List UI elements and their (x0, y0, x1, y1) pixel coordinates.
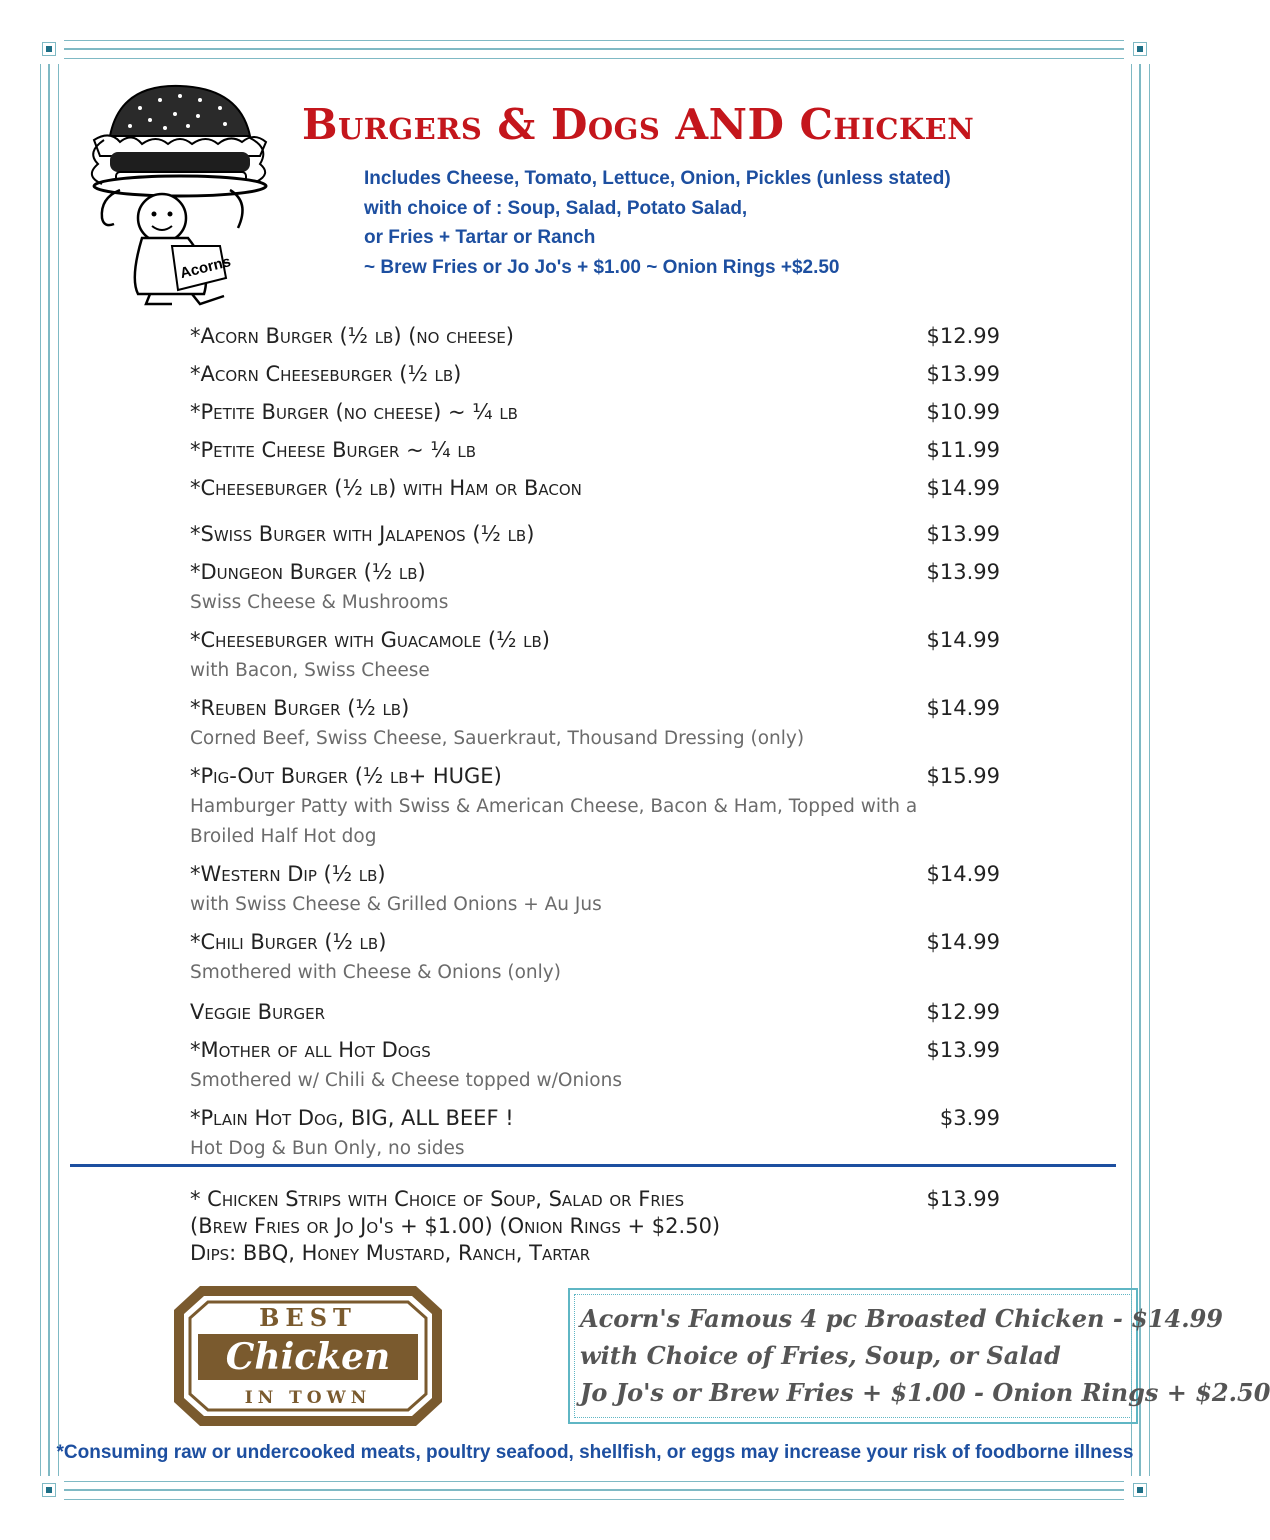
page-title: Burgers & Dogs AND Chicken (302, 100, 975, 149)
item-name: *Petite Cheese Burger ~ ¼ lb (190, 438, 477, 462)
item-description: Swiss Cheese & Mushrooms (190, 592, 449, 613)
broasted-line: with Choice of Fries, Soup, or Salad (580, 1341, 1061, 1370)
item-name: *Acorn Cheeseburger (½ lb) (190, 362, 462, 386)
menu-item (190, 626, 1000, 686)
item-name: *Western Dip (½ lb) (190, 862, 386, 886)
item-name: *Petite Burger (no cheese) ~ ¼ lb (190, 400, 518, 424)
item-price: $10.99 (926, 400, 1000, 424)
item-name: *Pig-Out Burger (½ lb+ HUGE) (190, 764, 502, 788)
item-price: $15.99 (926, 764, 1000, 788)
item-name: Veggie Burger (190, 1000, 325, 1024)
logo-text: Acorns (178, 253, 233, 283)
item-price: $13.99 (926, 522, 1000, 546)
broasted-line: Acorn's Famous 4 pc Broasted Chicken - $14.99 (580, 1304, 1223, 1333)
item-name: *Reuben Burger (½ lb) (190, 696, 410, 720)
item-price: $13.99 (926, 362, 1000, 386)
broasted-text (580, 1300, 1270, 1411)
includes-line: or Fries + Tartar or Ranch (364, 227, 596, 248)
menu-item (190, 558, 1000, 618)
menu-item (190, 1036, 1000, 1096)
health-warning: *Consuming raw or undercooked meats, poultry seafood, shellfish, or eggs may increase your risk of foodborne illness (56, 1442, 1134, 1463)
acorns-logo (80, 78, 270, 306)
badge-middle-text: Chicken (225, 1336, 391, 1378)
best-chicken-badge (170, 1282, 446, 1430)
badge-bottom-text: IN TOWN (244, 1388, 372, 1408)
item-price: $11.99 (926, 438, 1000, 462)
menu-item (190, 398, 1000, 426)
chicken-strips-line: * Chicken Strips with Choice of Soup, Salad or Fries (190, 1187, 685, 1211)
menu-item (190, 694, 1000, 754)
badge-top-text: BEST (259, 1303, 357, 1332)
broasted-chicken-box (568, 1288, 1270, 1424)
chicken-strips-line: Dips: BBQ, Honey Mustard, Ranch, Tartar (190, 1241, 591, 1265)
item-name: *Cheeseburger (½ lb) with Ham or Bacon (190, 476, 582, 500)
item-price: $14.99 (926, 476, 1000, 500)
item-name: *Chili Burger (½ lb) (190, 930, 387, 954)
item-description: Hamburger Patty with Swiss & American Cheese, Bacon & Ham, Topped with a Broiled Half Hot dog (190, 796, 918, 847)
menu-item (190, 360, 1000, 388)
item-name: *Dungeon Burger (½ lb) (190, 560, 426, 584)
item-price: $14.99 (926, 696, 1000, 720)
menu-item (190, 998, 1000, 1026)
item-name: *Cheeseburger with Guacamole (½ lb) (190, 628, 550, 652)
menu-item (190, 762, 1000, 852)
chicken-strips-price: $13.99 (926, 1187, 1000, 1211)
menu-item (190, 474, 1000, 502)
item-price: $3.99 (939, 1106, 1000, 1130)
includes-note (364, 164, 951, 282)
item-description: Hot Dog & Bun Only, no sides (190, 1138, 465, 1159)
chicken-strips-section (190, 1186, 1000, 1267)
menu-item (190, 1104, 1000, 1164)
item-name: *Acorn Burger (½ lb) (no cheese) (190, 324, 515, 348)
item-price: $13.99 (926, 560, 1000, 584)
menu-item (190, 928, 1000, 988)
item-price: $14.99 (926, 628, 1000, 652)
item-price: $12.99 (926, 1000, 1000, 1024)
menu-item (190, 436, 1000, 464)
includes-line: with choice of : Soup, Salad, Potato Salad, (364, 197, 748, 219)
chicken-strips-line: (Brew Fries or Jo Jo's + $1.00) (Onion Rings + $2.50) (190, 1214, 721, 1238)
section-divider (70, 1164, 1116, 1167)
item-name: *Swiss Burger with Jalapenos (½ lb) (190, 522, 535, 546)
item-name: *Mother of all Hot Dogs (190, 1038, 431, 1062)
item-price: $12.99 (926, 324, 1000, 348)
item-description: with Swiss Cheese & Grilled Onions + Au Jus (190, 894, 602, 915)
item-description: with Bacon, Swiss Cheese (190, 660, 430, 681)
item-description: Smothered with Cheese & Onions (only) (190, 962, 561, 983)
item-name: *Plain Hot Dog, BIG, ALL BEEF ! (190, 1106, 514, 1130)
menu-item (190, 860, 1000, 920)
item-price: $14.99 (926, 862, 1000, 886)
menu-item (190, 520, 1000, 548)
item-description: Corned Beef, Swiss Cheese, Sauerkraut, Thousand Dressing (only) (190, 728, 805, 749)
item-description: Smothered w/ Chili & Cheese topped w/Onions (190, 1070, 622, 1091)
includes-line: ~ Brew Fries or Jo Jo's + $1.00 ~ Onion Rings +$2.50 (364, 256, 840, 278)
broasted-line: Jo Jo's or Brew Fries + $1.00 - Onion Rings + $2.50 (580, 1378, 1270, 1407)
includes-line: Includes Cheese, Tomato, Lettuce, Onion, Pickles (unless stated) (364, 168, 951, 189)
item-price: $13.99 (926, 1038, 1000, 1062)
menu-items (190, 318, 1000, 1164)
menu-item (190, 322, 1000, 350)
item-price: $14.99 (926, 930, 1000, 954)
